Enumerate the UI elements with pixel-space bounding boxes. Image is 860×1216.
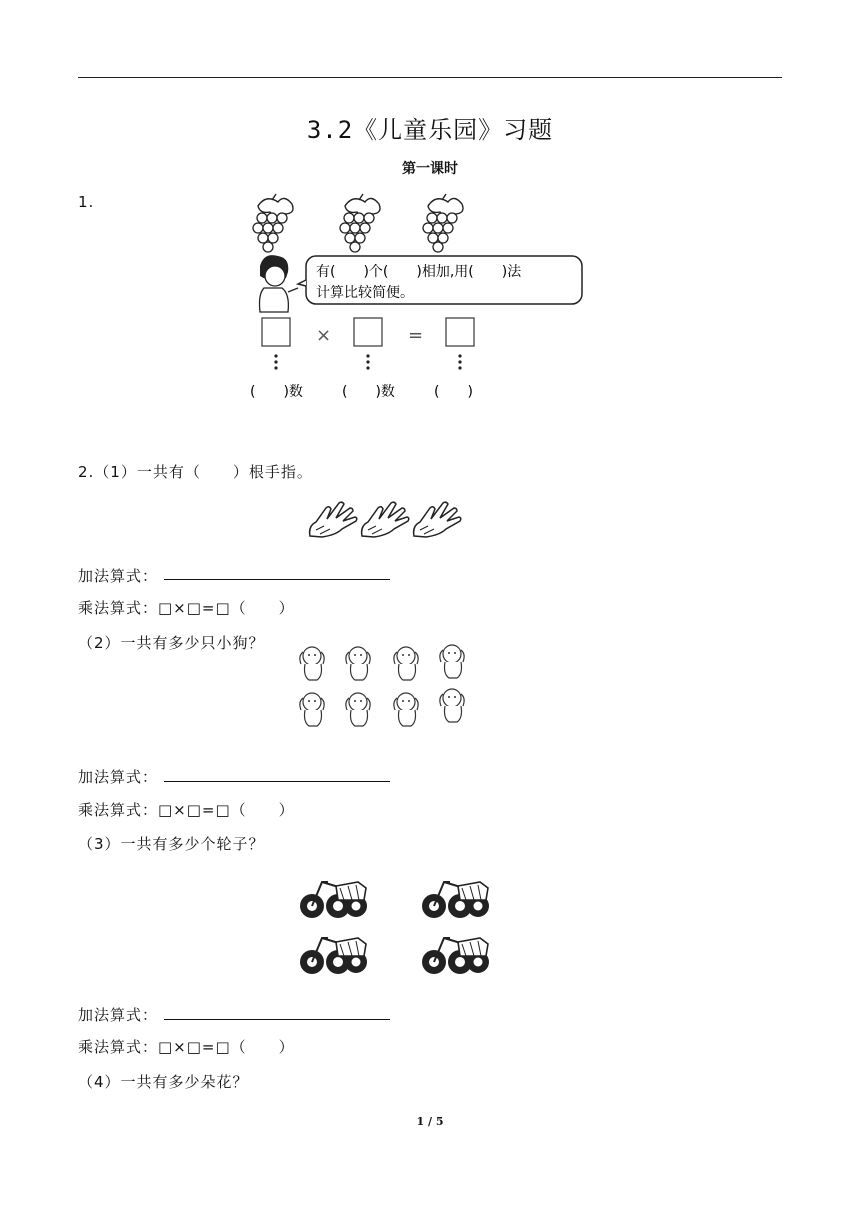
question-2-part-2: （2）一共有多少只小狗？ xyxy=(78,634,265,652)
puppy-icon xyxy=(440,645,464,678)
bubble-line-2: 计算比较简便。 xyxy=(316,285,414,301)
header-rule xyxy=(78,77,782,78)
tricycle-icon xyxy=(300,938,367,974)
addition-label-2: 加法算式： xyxy=(78,768,159,786)
hand-icon xyxy=(310,502,357,537)
answer-box-3 xyxy=(446,318,474,346)
question-1-figure xyxy=(240,188,590,408)
puppies-figure xyxy=(292,640,472,736)
grape-bunch-icon xyxy=(340,194,380,252)
puppy-icon xyxy=(346,647,370,680)
puppy-icon xyxy=(300,647,324,680)
label-factor-2: ( )数 xyxy=(342,384,395,400)
puppy-icon xyxy=(300,693,324,726)
times-sign: × xyxy=(316,325,332,346)
grape-bunch-icon xyxy=(253,194,293,252)
puppy-icon xyxy=(394,693,418,726)
question-2-part-3: （3）一共有多少个轮子？ xyxy=(78,835,265,853)
puppy-icon xyxy=(346,693,370,726)
boy-icon xyxy=(260,255,299,312)
multiplication-formula-2: 乘法算式：□×□=□（ ） xyxy=(78,801,295,819)
tricycle-icon xyxy=(300,882,367,918)
page-number: 1 / 5 xyxy=(416,1115,444,1128)
addition-label-1: 加法算式： xyxy=(78,567,159,585)
multiplication-formula-1: 乘法算式：□×□=□（ ） xyxy=(78,599,295,617)
hand-icon xyxy=(362,502,409,537)
equals-sign: = xyxy=(408,325,424,346)
label-factor-1: ( )数 xyxy=(250,384,303,400)
tricycle-icon xyxy=(422,938,489,974)
puppy-icon xyxy=(440,689,464,722)
question-1-number: 1. xyxy=(78,193,95,211)
hand-icon xyxy=(414,502,461,537)
question-2-part-1: 2.（1）一共有（ ）根手指。 xyxy=(78,463,313,481)
hands-figure xyxy=(304,496,464,542)
question-2-part-4: （4）一共有多少朵花？ xyxy=(78,1073,249,1091)
grape-bunch-icon xyxy=(423,194,463,252)
addition-answer-line-3[interactable] xyxy=(164,1019,390,1020)
label-product: ( ) xyxy=(434,384,473,400)
page-title: 3.2《儿童乐园》习题 xyxy=(306,116,554,144)
bubble-line-1: 有( )个( )相加,用( )法 xyxy=(316,264,522,280)
addition-answer-line-2[interactable] xyxy=(164,781,390,782)
answer-box-2 xyxy=(354,318,382,346)
answer-box-1 xyxy=(262,318,290,346)
tricycle-icon xyxy=(422,882,489,918)
puppy-icon xyxy=(394,647,418,680)
addition-answer-line-1[interactable] xyxy=(164,579,390,580)
lesson-subtitle: 第一课时 xyxy=(402,161,458,177)
multiplication-formula-3: 乘法算式：□×□=□（ ） xyxy=(78,1038,295,1056)
addition-label-3: 加法算式： xyxy=(78,1006,159,1024)
tricycles-figure xyxy=(294,866,494,978)
